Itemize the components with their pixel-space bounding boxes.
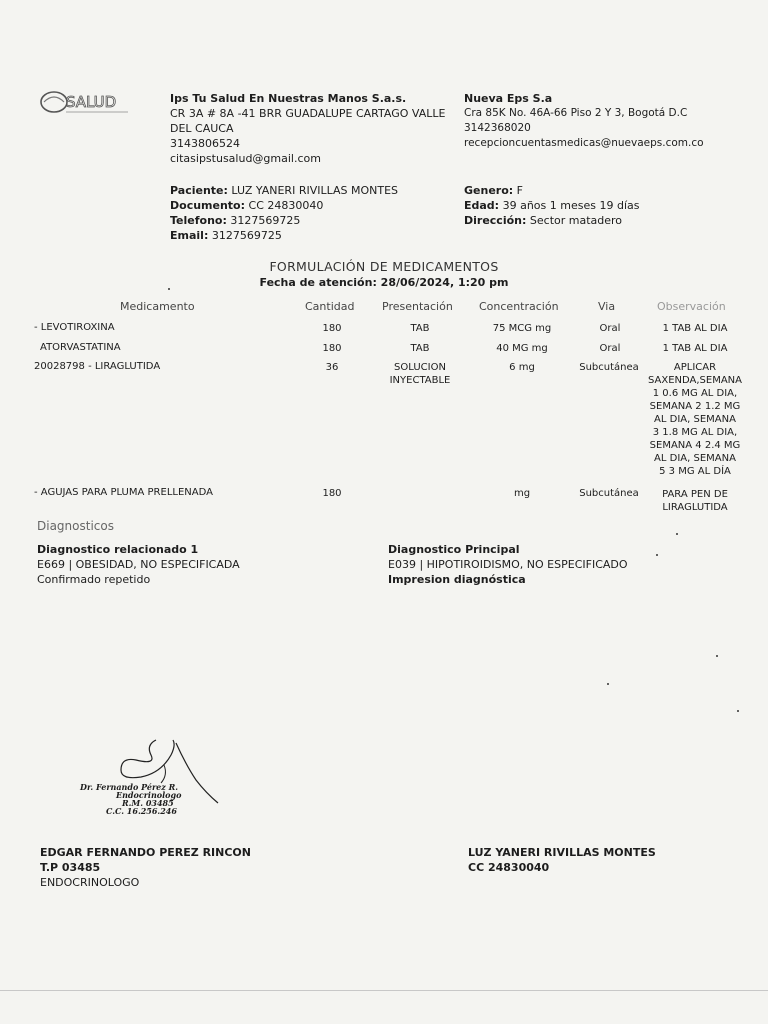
stamp-line1: Dr. Fernando Pérez R. xyxy=(80,782,179,792)
related-diagnosis-code: E669 | OBESIDAD, NO ESPECIFICADA xyxy=(37,558,240,571)
header-concentracion: Concentración xyxy=(479,300,559,313)
row3-obs-line: AL DIA, SEMANA xyxy=(654,453,736,464)
row4-medicamento: - AGUJAS PARA PLUMA PRELLENADA xyxy=(34,487,213,498)
doctor-name: EDGAR FERNANDO PEREZ RINCON xyxy=(40,846,251,859)
row1-medicamento: - LEVOTIROXINA xyxy=(34,322,115,333)
scan-speck xyxy=(716,655,718,657)
main-diagnosis-status: Impresion diagnóstica xyxy=(388,573,526,586)
doctor-tp: T.P 03485 xyxy=(40,861,101,874)
stamp-line4: C.C. 16.256.246 xyxy=(106,806,177,816)
row3-medicamento: 20028798 - LIRAGLUTIDA xyxy=(34,361,161,372)
patient-info-extra xyxy=(464,183,744,228)
scan-speck xyxy=(737,710,739,712)
row4-obs-line: PARA PEN DE xyxy=(662,489,728,500)
patient-signature-info xyxy=(468,845,656,875)
row4-cantidad: 180 xyxy=(322,488,342,499)
signer-name: LUZ YANERI RIVILLAS MONTES xyxy=(468,846,656,859)
main-diagnosis-code: E039 | HIPOTIROIDISMO, NO ESPECIFICADO xyxy=(388,558,628,571)
header-observacion: Observación xyxy=(657,300,726,313)
row2-cantidad: 180 xyxy=(322,343,342,354)
scan-speck xyxy=(676,533,678,535)
row3-observacion xyxy=(640,361,750,478)
doctor-specialty: ENDOCRINOLOGO xyxy=(40,876,140,889)
row3-obs-line: 1 0.6 MG AL DIA, xyxy=(652,388,738,399)
row3-presentacion-line2: INYECTABLE xyxy=(389,375,451,386)
documento-label: Documento: xyxy=(170,199,246,212)
row3-obs-line: 3 1.8 MG AL DIA, xyxy=(652,427,738,438)
clinic-email: citasipstusalud@gmail.com xyxy=(170,152,321,165)
diagnosticos-title: Diagnosticos xyxy=(37,519,114,533)
header-via: Via xyxy=(598,300,616,313)
row4-obs-line: LIRAGLUTIDA xyxy=(662,502,728,513)
row3-via: Subcutánea xyxy=(579,362,639,373)
row1-observacion: 1 TAB AL DIA xyxy=(662,323,728,334)
doctor-stamp xyxy=(76,783,236,815)
signer-cc: CC 24830040 xyxy=(468,861,550,874)
scan-speck xyxy=(607,683,609,685)
telefono-label: Telefono: xyxy=(170,214,227,227)
header-cantidad: Cantidad xyxy=(305,300,355,313)
main-diagnosis xyxy=(388,542,628,587)
related-diagnosis xyxy=(37,542,240,587)
paciente-label: Paciente: xyxy=(170,184,228,197)
row3-presentacion-line1: SOLUCION xyxy=(394,362,446,373)
header-medicamento: Medicamento xyxy=(120,300,195,313)
patient-info xyxy=(170,183,440,243)
row3-obs-line: 5 3 MG AL DÍA xyxy=(659,466,731,477)
row3-cantidad: 36 xyxy=(325,362,339,373)
row2-presentacion: TAB xyxy=(410,343,430,354)
eps-info xyxy=(464,91,754,151)
email-label: Email: xyxy=(170,229,209,242)
eps-name: Nueva Eps S.a xyxy=(464,92,553,105)
telefono-value: 3127569725 xyxy=(230,214,301,227)
attention-date: Fecha de atención: 28/06/2024, 1:20 pm xyxy=(259,276,509,289)
clinic-logo xyxy=(38,88,130,118)
related-diagnosis-status: Confirmado repetido xyxy=(37,573,151,586)
direccion-label: Dirección: xyxy=(464,214,527,227)
clinic-address: CR 3A # 8A -41 BRR GUADALUPE CARTAGO VALLE xyxy=(170,107,446,120)
eps-address: Cra 85K No. 46A-66 Piso 2 Y 3, Bogotá D.C xyxy=(464,107,688,119)
doctor-info xyxy=(40,845,251,890)
eps-email: recepcioncuentasmedicas@nuevaeps.com.co xyxy=(464,137,704,149)
scan-speck xyxy=(656,554,658,556)
row2-via: Oral xyxy=(599,343,621,354)
row3-obs-line: SEMANA 4 2.4 MG xyxy=(649,440,741,451)
paciente-value: LUZ YANERI RIVILLAS MONTES xyxy=(231,184,399,197)
row3-obs-line: SAXENDA,SEMANA xyxy=(647,375,743,386)
row3-presentacion xyxy=(380,361,460,387)
header-presentacion: Presentación xyxy=(382,300,453,313)
eps-phone: 3142368020 xyxy=(464,122,531,134)
main-diagnosis-label: Diagnostico Principal xyxy=(388,543,520,556)
row3-obs-line: AL DIA, SEMANA xyxy=(654,414,736,425)
row3-concentracion: 6 mg xyxy=(509,362,535,373)
row2-concentracion: 40 MG mg xyxy=(496,343,548,354)
document-title: FORMULACIÓN DE MEDICAMENTOS xyxy=(269,259,499,274)
scan-speck xyxy=(168,288,170,290)
stamp-line3: R.M. 03485 xyxy=(122,798,174,808)
row1-via: Oral xyxy=(599,323,621,334)
related-diagnosis-label: Diagnostico relacionado 1 xyxy=(37,543,199,556)
direccion-value: Sector matadero xyxy=(529,214,623,227)
stamp-line2: Endocrinologo xyxy=(116,790,182,800)
clinic-address-2: DEL CAUCA xyxy=(170,122,234,135)
genero-value: F xyxy=(516,184,523,197)
row2-medicamento: ATORVASTATINA xyxy=(40,342,121,353)
row1-presentacion: TAB xyxy=(410,323,430,334)
email-value: 3127569725 xyxy=(211,229,282,242)
genero-label: Genero: xyxy=(464,184,514,197)
clinic-info xyxy=(170,91,450,166)
row4-observacion xyxy=(640,488,750,514)
documento-value: CC 24830040 xyxy=(248,199,324,212)
svg-text:SALUD: SALUD xyxy=(66,93,117,111)
row3-obs-line: APLICAR xyxy=(673,362,717,373)
clinic-name: Ips Tu Salud En Nuestras Manos S.a.s. xyxy=(170,92,407,105)
edad-label: Edad: xyxy=(464,199,500,212)
row1-cantidad: 180 xyxy=(322,323,342,334)
row2-observacion: 1 TAB AL DIA xyxy=(662,343,728,354)
row4-via: Subcutánea xyxy=(579,488,639,499)
row4-concentracion: mg xyxy=(513,488,531,499)
row1-concentracion: 75 MCG mg xyxy=(492,323,552,334)
clinic-phone: 3143806524 xyxy=(170,137,240,150)
row3-obs-line: SEMANA 2 1.2 MG xyxy=(649,401,741,412)
edad-value: 39 años 1 meses 19 días xyxy=(502,199,640,212)
scan-edge-line xyxy=(0,990,768,991)
